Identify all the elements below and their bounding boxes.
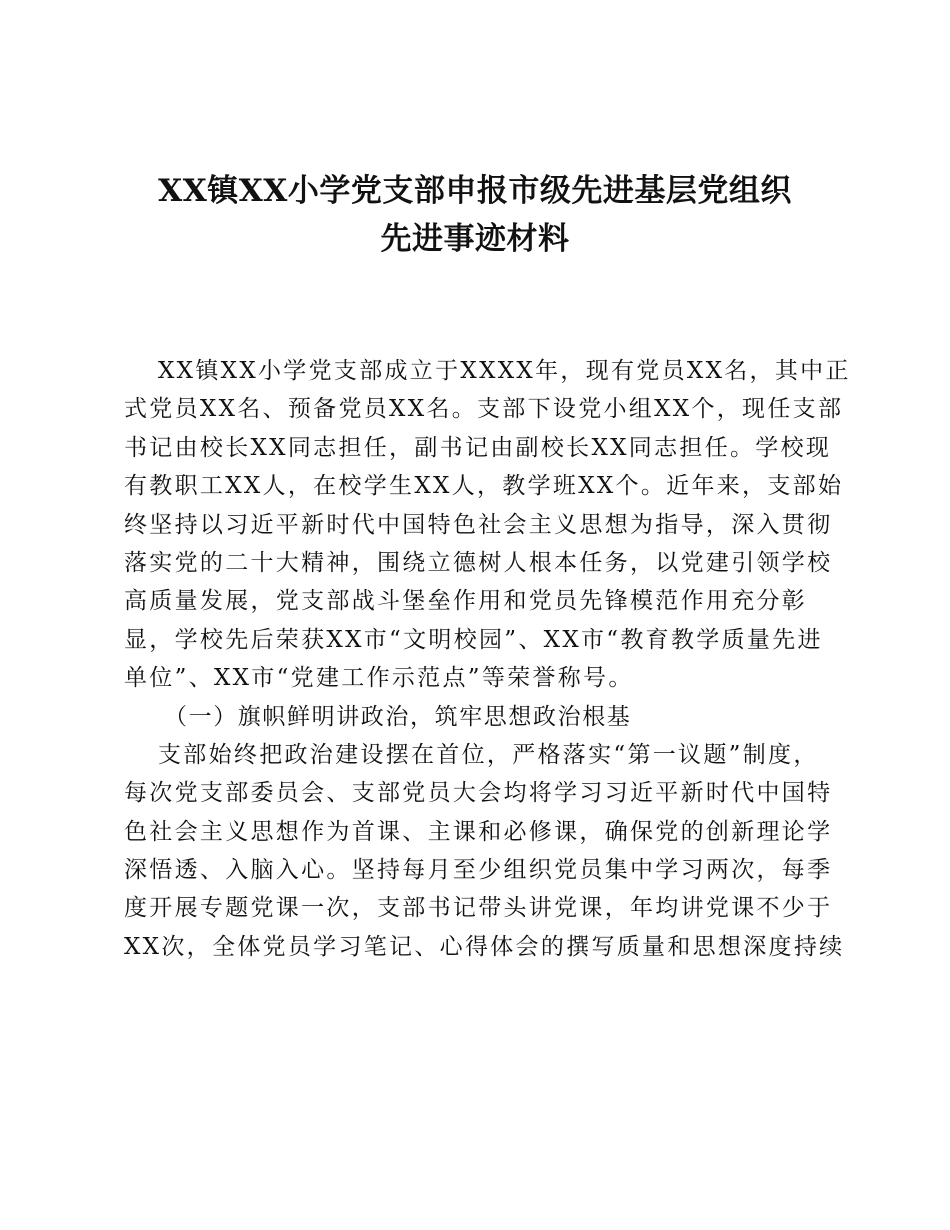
paragraph-1-line: 高质量发展，党支部战斗堡垒作用和党员先锋模范作用充分彰 [124,588,808,615]
paragraph-1-line: 单位”、XX市“党建工作示范点”等荣誉称号。 [124,665,634,692]
document-title-line-1: XX镇XX小学党支部申报市级先进基层党组织 [158,173,792,209]
document-title-line-2: 先进事迹材料 [380,221,570,257]
paragraph-2-line: 深悟透、入脑入心。坚持每月至少组织党员集中学习两次，每季 [124,857,833,884]
paragraph-1-line: 式党员XX名、预备党员XX名。支部下设党小组XX个，现任支部 [124,396,844,423]
paragraph-1-line: 书记由校长XX同志担任，副书记由副校长XX同志担任。学校现 [124,434,832,461]
paragraph-1-line: 落实党的二十大精神，围绕立德树人根本任务，以党建引领学校 [124,549,833,576]
paragraph-1-line: XX镇XX小学党支部成立于XXXX年，现有党员XX名，其中正 [158,358,851,384]
document-body [124,352,851,966]
paragraph-2-line: 每次党支部委员会、支部党员大会均将学习习近平新时代中国特 [124,780,833,807]
paragraph-1-line: 显，学校先后荣获XX市“文明校园”、XX市“教育教学质量先进 [124,626,823,653]
paragraph-1-line: 有教职工XX人，在校学生XX人，教学班XX个。近年来，支部始 [124,473,844,500]
section-1-heading: （一）旗帜鲜明讲政治，筑牢思想政治根基 [164,703,632,730]
paragraph-2-line: 支部始终把政治建设摆在首位，严格落实“第一议题”制度， [158,741,819,768]
paragraph-2-line: 度开展专题党课一次，支部书记带头讲党课，年均讲党课不少于 [124,895,833,922]
paragraph-2-line: XX次，全体党员学习笔记、心得体会的撰写质量和思想深度持续 [124,933,845,960]
paragraph-2-line: 色社会主义思想作为首课、主课和必修课，确保党的创新理论学 [124,818,833,845]
paragraph-1-line: 终坚持以习近平新时代中国特色社会主义思想为指导，深入贯彻 [124,511,833,538]
